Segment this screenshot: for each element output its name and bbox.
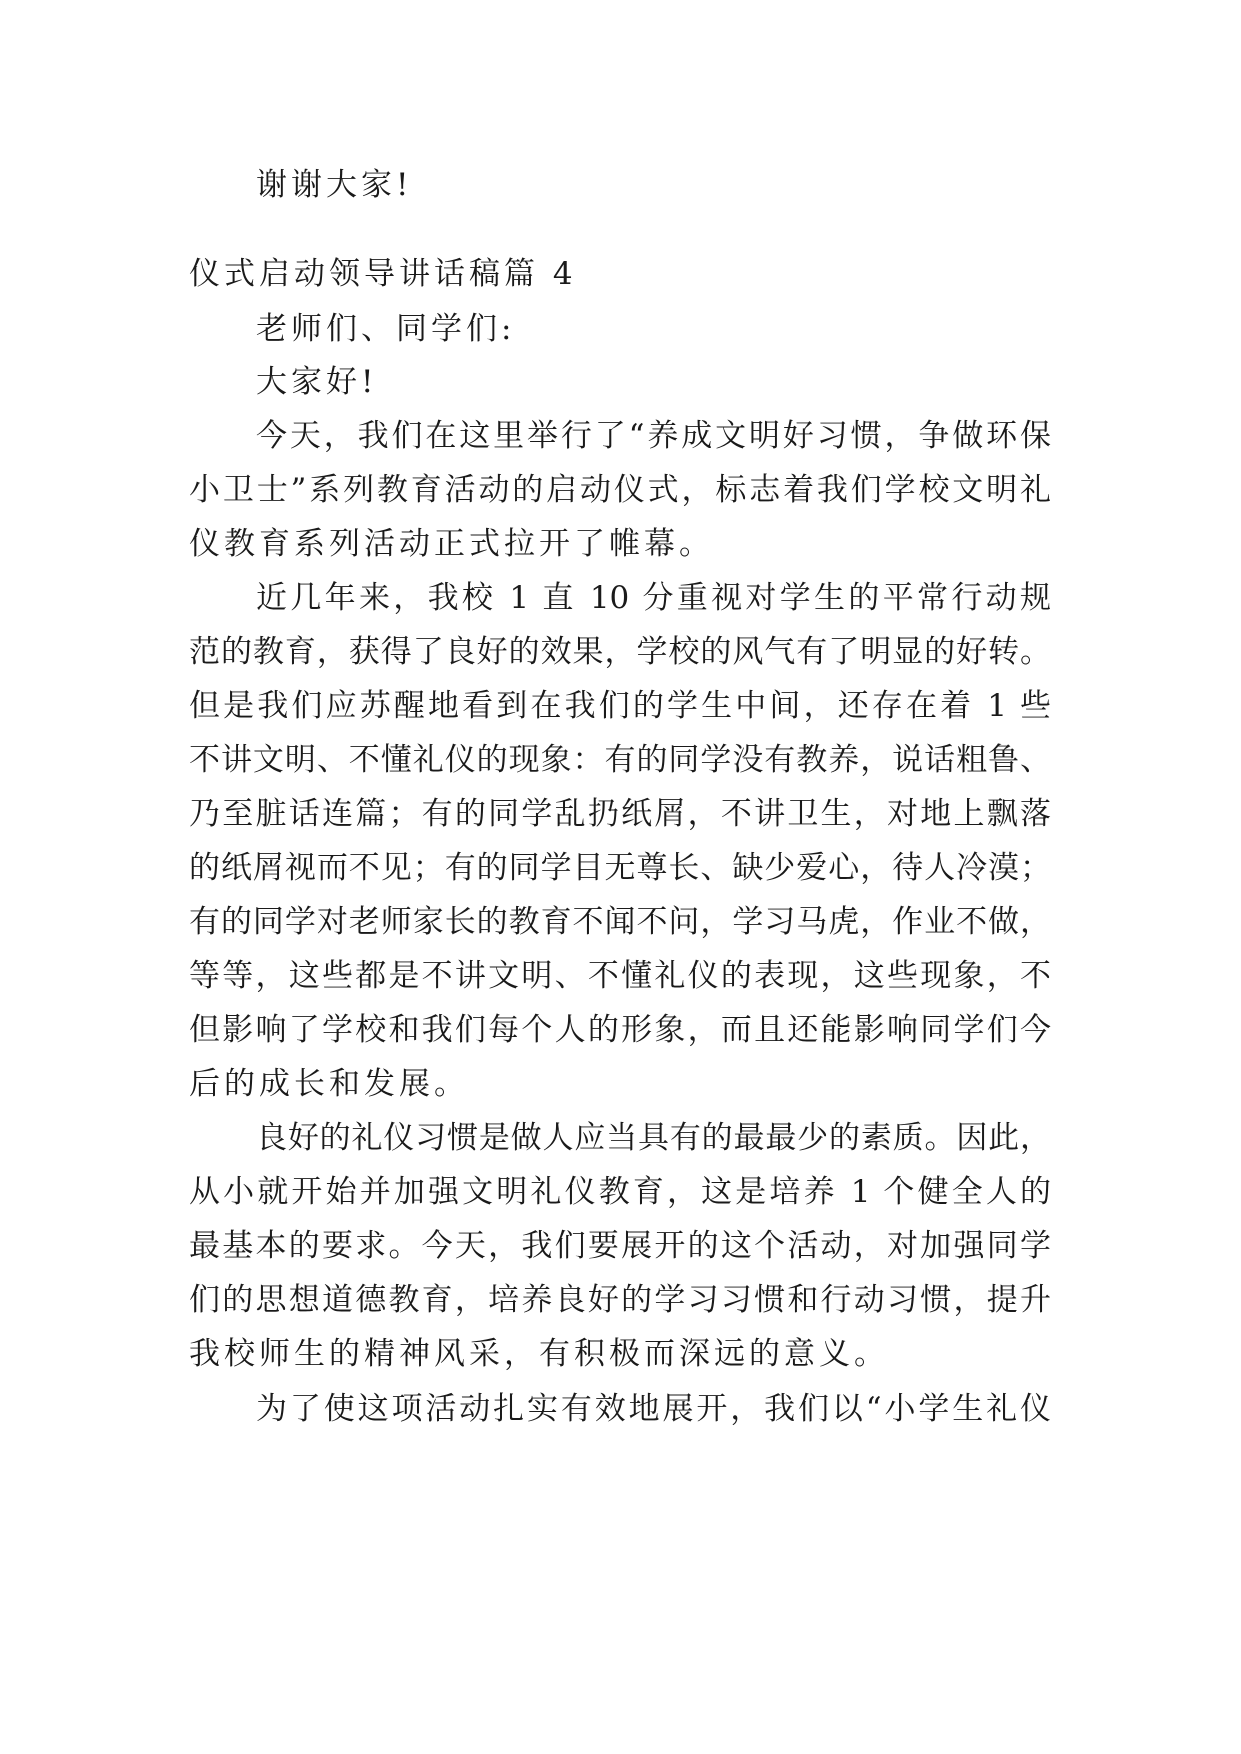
paragraph-line: 不讲文明、不懂礼仪的现象：有的同学没有教养，说话粗鲁、 — [189, 742, 1051, 778]
paragraph-line: 从小就开始并加强文明礼仪教育，这是培养 1 个健全人的 — [189, 1174, 1051, 1210]
paragraph-line: 我校师生的精神风采，有积极而深远的意义。 — [189, 1336, 889, 1372]
paragraph-line: 近几年来，我校 1 直 10 分重视对学生的平常行动规 — [256, 580, 1051, 616]
paragraph-line: 良好的礼仪习惯是做人应当具有的最最少的素质。因此， — [256, 1120, 1051, 1156]
paragraph-line: 有的同学对老师家长的教育不闻不问，学习马虎，作业不做， — [189, 904, 1051, 940]
section-title: 仪式启动领导讲话稿篇 4 — [189, 256, 577, 292]
paragraph-line: 范的教育，获得了良好的效果，学校的风气有了明显的好转。 — [189, 634, 1051, 670]
paragraph-line: 但是我们应苏醒地看到在我们的学生中间，还存在着 1 些 — [189, 688, 1051, 724]
paragraph-line: 但影响了学校和我们每个人的形象，而且还能影响同学们今 — [189, 1012, 1051, 1048]
paragraph-line: 最基本的要求。今天，我们要展开的这个活动，对加强同学 — [189, 1228, 1051, 1264]
greeting-line: 老师们、同学们: — [256, 311, 516, 347]
paragraph-line: 等等，这些都是不讲文明、不懂礼仪的表现，这些现象，不 — [189, 958, 1051, 994]
paragraph-line: 后的成长和发展。 — [189, 1066, 469, 1102]
paragraph-line: 为了使这项活动扎实有效地展开，我们以“小学生礼仪 — [256, 1391, 1051, 1427]
paragraph-line: 们的思想道德教育，培养良好的学习习惯和行动习惯，提升 — [189, 1282, 1051, 1318]
paragraph-line: 乃至脏话连篇；有的同学乱扔纸屑，不讲卫生，对地上飘落 — [189, 796, 1051, 832]
paragraph-line: 的纸屑视而不见；有的同学目无尊长、缺少爱心，待人冷漠； — [189, 850, 1051, 886]
hello-line: 大家好! — [256, 364, 378, 400]
paragraph-line: 今天，我们在这里举行了“养成文明好习惯，争做环保 — [256, 418, 1051, 454]
paragraph-line: 仪教育系列活动正式拉开了帷幕。 — [189, 526, 714, 562]
paragraph-line: 小卫士”系列教育活动的启动仪式，标志着我们学校文明礼 — [189, 472, 1051, 508]
closing-line: 谢谢大家! — [256, 167, 413, 203]
